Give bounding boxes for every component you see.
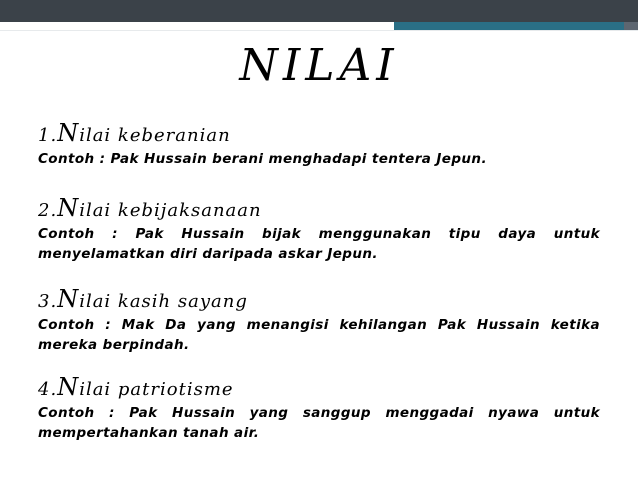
value-item-keberanian bbox=[38, 120, 600, 169]
value-item-kasih-sayang bbox=[38, 286, 600, 355]
value-number: 1. bbox=[38, 125, 58, 146]
value-heading bbox=[38, 286, 600, 315]
value-item-kebijaksanaan bbox=[38, 195, 600, 264]
slide-top-bar bbox=[0, 0, 638, 22]
value-example: Contoh : Mak Da yang menangisi kehilangan Pak Hussain ketika mereka berpindah. bbox=[38, 317, 600, 353]
value-number: 4. bbox=[38, 379, 58, 400]
slide-accent-gray bbox=[624, 22, 638, 30]
value-number: 3. bbox=[38, 291, 58, 312]
value-number: 2. bbox=[38, 200, 58, 221]
value-heading bbox=[38, 374, 600, 403]
slide-accent-line bbox=[0, 30, 638, 31]
value-heading bbox=[38, 195, 600, 224]
value-initial: N bbox=[57, 285, 80, 313]
slide-title: NILAI bbox=[239, 40, 399, 91]
value-name: ilai kebijaksanaan bbox=[79, 200, 262, 221]
value-example: Contoh : Pak Hussain bijak menggunakan tipu daya untuk menyelamatkan diri daripada askar Jepun. bbox=[38, 226, 600, 262]
value-name: ilai patriotisme bbox=[79, 379, 234, 400]
value-name: ilai keberanian bbox=[79, 125, 231, 146]
value-item-patriotisme bbox=[38, 374, 600, 443]
value-name: ilai kasih sayang bbox=[79, 291, 248, 312]
value-heading bbox=[38, 120, 600, 149]
value-initial: N bbox=[57, 373, 80, 401]
slide-accent-teal bbox=[394, 22, 624, 30]
value-example: Contoh : Pak Hussain berani menghadapi tentera Jepun. bbox=[38, 151, 487, 167]
value-initial: N bbox=[57, 194, 80, 222]
value-example: Contoh : Pak Hussain yang sanggup menggadai nyawa untuk mempertahankan tanah air. bbox=[38, 405, 600, 441]
value-initial: N bbox=[57, 119, 80, 147]
